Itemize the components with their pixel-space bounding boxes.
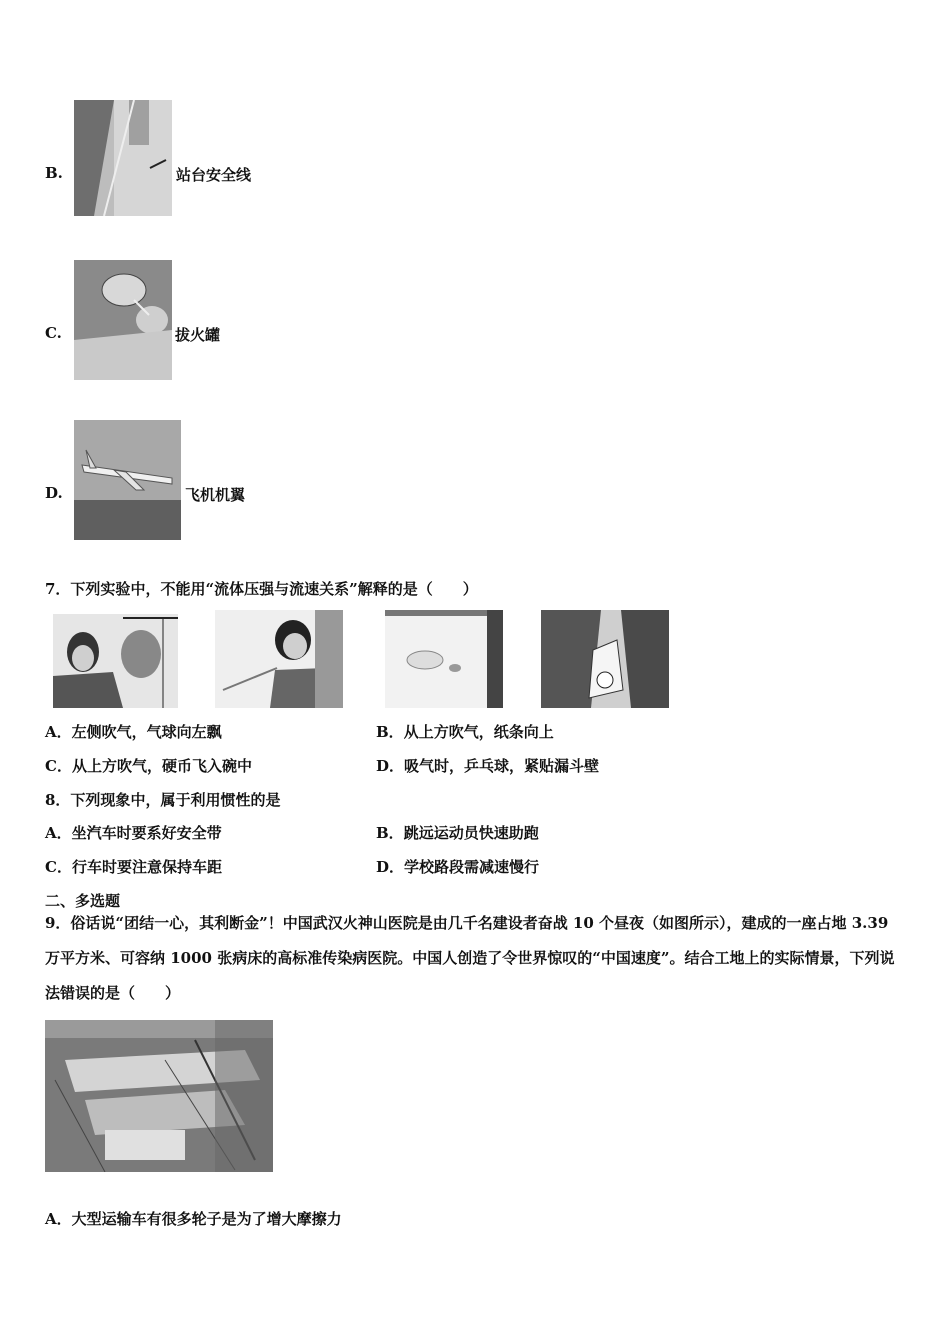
option-label: C． [45, 757, 72, 775]
option-text: 坐汽车时要系好安全带 [71, 824, 222, 842]
q8-option-d [376, 856, 539, 877]
option-text: 从上方吹气，硬币飞入碗中 [71, 757, 252, 775]
cupping-photo [74, 260, 172, 380]
option-label: A． [45, 824, 72, 842]
option-text: 行车时要注意保持车距 [71, 858, 222, 876]
q9-option-a [45, 1208, 342, 1229]
construction-site-photo [45, 1020, 273, 1172]
balloon-photo [53, 614, 178, 708]
option-label: D. [45, 484, 63, 502]
q7-stem: 7．下列实验中，不能用“流体压强与流速关系”解释的是（ ） [45, 580, 478, 598]
option-text: 跳远运动员快速助跑 [403, 824, 539, 842]
option-label: C． [45, 858, 72, 876]
option-label: B． [376, 723, 404, 741]
q8-option-b [376, 822, 539, 843]
q8-option-c [45, 856, 222, 877]
q6-option-d [45, 418, 345, 542]
airplane-photo [74, 420, 181, 540]
option-text: 从上方吹气，纸条向上 [403, 723, 554, 741]
q8-stem: 8．下列现象中，属于利用惯性的是 [45, 791, 281, 809]
option-text: 飞机机翼 [185, 486, 246, 504]
q7-option-a [45, 721, 222, 742]
option-text: 吸气时，乒乓球，紧贴漏斗壁 [404, 757, 600, 775]
section-title: 二、多选题 [45, 892, 121, 910]
q9-stem: 9．俗话说“团结一心，其利断金”！中国武汉火神山医院是由几千名建设者奋战 10 个昼夜（如图所示），建成的一座占地 3.39 万平方米、可容纳 1000 张病床的高标准传染病医院。中国人创造了令世界惊叹的“中国速度”。结合工地上的实际情景，下列说法错误的是（ ） [45, 914, 895, 1002]
option-label: B． [376, 824, 404, 842]
platform-photo [74, 100, 172, 216]
option-text: 大型运输车有很多轮子是为了增大摩擦力 [71, 1210, 342, 1228]
option-label: D． [376, 757, 405, 775]
option-text: 拔火罐 [175, 326, 221, 344]
q6-option-c [45, 258, 345, 380]
q6-option-b [45, 98, 345, 218]
option-text: 左侧吹气，气球向左飘 [71, 723, 222, 741]
q8-option-a [45, 822, 222, 843]
option-label: B. [45, 164, 63, 182]
option-label: A． [45, 1210, 72, 1228]
q7-option-b [376, 721, 554, 742]
option-text: 站台安全线 [176, 166, 252, 184]
paper-strip-photo [215, 610, 343, 708]
option-label: D． [376, 858, 405, 876]
q7-option-c [45, 755, 252, 776]
q7-figures [45, 608, 670, 710]
funnel-ball-photo [541, 610, 669, 708]
q7-option-d [376, 755, 599, 776]
option-label: A． [45, 723, 72, 741]
option-label: C. [45, 324, 62, 342]
coin-bowl-photo [385, 610, 503, 708]
option-text: 学校路段需减速慢行 [404, 858, 540, 876]
